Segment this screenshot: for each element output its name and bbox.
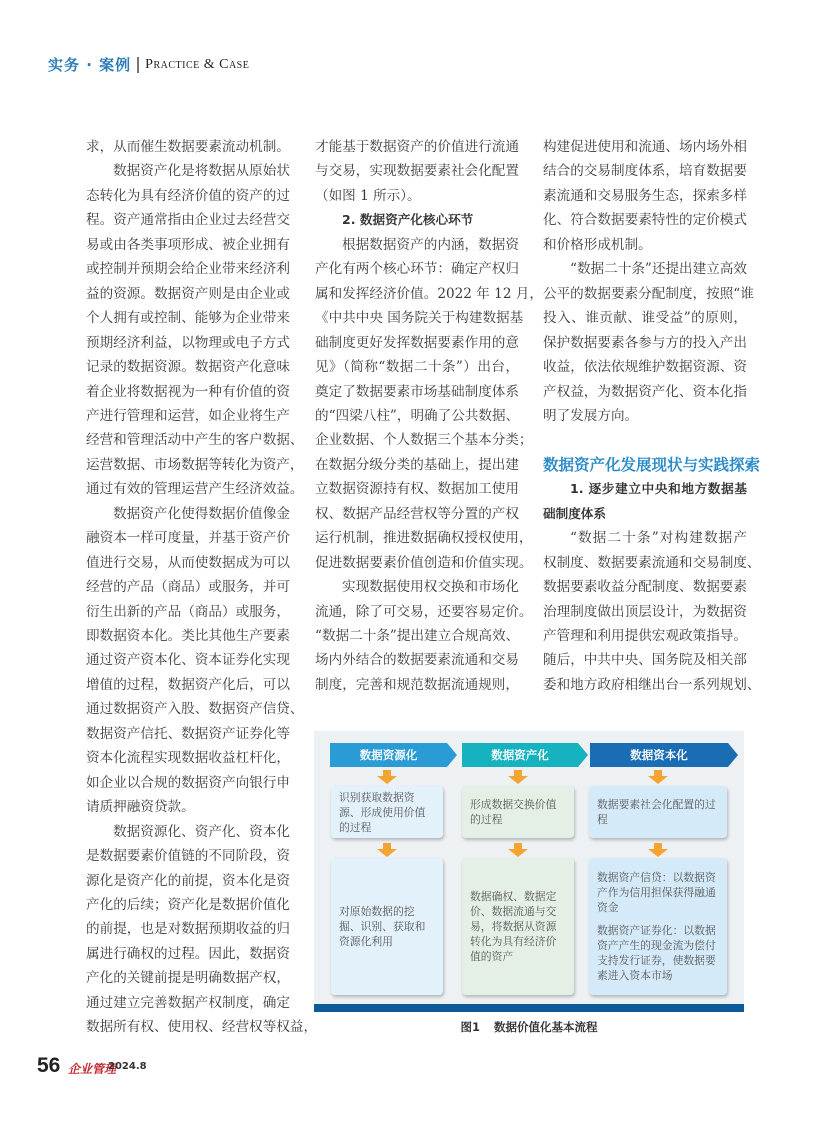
text-line: 数据要素收益分配制度、数据要素 [543, 579, 747, 596]
figure-caption: 图1 数据价值化基本流程 [460, 1020, 598, 1034]
text-line: 值进行交易，从而使数据成为可以 [86, 554, 290, 571]
figure-bottom-bar [314, 1004, 744, 1012]
section-title-en: Practice & Case [145, 56, 250, 72]
text-line: 数据所有权、使用权、经营权等权益， [86, 1019, 318, 1036]
text-line: 着企业将数据视为一种有价值的资 [86, 383, 290, 400]
text-line: 请质押融资贷款。 [86, 799, 195, 816]
text-line: 态转化为具有经济价值的资产的过 [86, 187, 290, 204]
text-line: 程。资产通常指由企业过去经营交 [86, 212, 290, 229]
text-line: 制度，完善和规范数据流通规则， [315, 676, 519, 693]
text-line: 与交易，实现数据要素社会化配置 [315, 163, 519, 180]
text-line: 治理制度做出顶层设计，为数据资 [543, 603, 747, 620]
section-title-cn: 实务 · 案例 [48, 56, 132, 74]
text-line: 或控制并预期会给企业带来经济利 [86, 261, 290, 278]
text-line: 产权益，为数据资产化、资本化指 [543, 383, 747, 400]
arrow-tip-icon [578, 743, 588, 767]
text-line: 和价格形成机制。 [543, 236, 652, 253]
text-line: 记录的数据资源。数据资产化意味 [86, 359, 290, 376]
section-heading: 数据资产化发展现状与实践探索 [543, 455, 761, 474]
arrow-tip-icon [447, 743, 457, 767]
text-line: 经营的产品（商品）或服务，并可 [86, 579, 290, 596]
text-line: 权制度、数据要素流通和交易制度、 [543, 554, 761, 571]
text-line: 如企业以合规的数据资产向银行申 [86, 774, 290, 791]
stage-label: 数据资产化 [491, 748, 549, 762]
header-divider [137, 57, 139, 73]
text-line: 增值的过程，数据资产化后，可以 [86, 676, 290, 693]
stage-detail-box [589, 858, 727, 995]
box-text: 数据要素社会化配置的过程 [597, 798, 716, 826]
text-line: 数据资产信托、数据资产证券化等 [86, 725, 290, 742]
text-line: 在数据分级分类的基础上，提出建 [315, 456, 519, 473]
section-header [48, 54, 249, 75]
box-text: 数据资产信贷：以数据资产作为信用担保获得融通资金 [597, 871, 716, 914]
box-text: 识别获取数据资源、形成使用价值的过程 [339, 790, 426, 834]
text-line: 根据数据资产的内涵，数据资 [342, 236, 519, 253]
arrow-tip-icon [728, 743, 738, 767]
magazine-logo: 企业管理 [68, 1062, 117, 1076]
box-text: 数据确权、数据定价、数据流通与交易，将数据从资源转化为具有经济价值的资产 [470, 890, 557, 963]
text-line: 《中共中央 国务院关于构建数据基 [315, 310, 524, 327]
text-line: 委和地方政府相继出台一系列规划、 [543, 676, 761, 693]
box-text: 形成数据交换价值的过程 [470, 798, 557, 826]
text-line: 经营和管理活动中产生的客户数据、 [86, 432, 304, 449]
stage-label: 数据资源化 [359, 748, 418, 762]
text-line: 公平的数据要素分配制度，按照“谁 [543, 285, 754, 302]
text-line: 融资本一样可度量，并基于资产价 [86, 530, 290, 547]
text-line: 即数据资本化。类比其他生产要素 [86, 628, 290, 644]
text-line: 权、数据产品经营权等分置的产权 [315, 505, 519, 522]
text-line: 易或由各类事项形成、被企业拥有 [86, 236, 290, 253]
text-line: 产管理和利用提供宏观政策指导。 [543, 628, 747, 644]
text-line: 预期经济利益，以物理或电子方式 [86, 334, 290, 351]
text-line: 数据资产化使得数据价值像金 [113, 505, 290, 522]
text-line: 的“四梁八柱”，明确了公共数据、 [315, 407, 520, 424]
text-line: 立数据资源持有权、数据加工使用 [315, 481, 519, 498]
box-text: 对原始数据的挖掘、识别、获取和资源化利用 [339, 905, 426, 948]
text-line: 保护数据要素各参与方的投入产出 [543, 334, 747, 351]
stage-detail-box [462, 858, 574, 995]
text-line: （如图 1 所示）。 [315, 187, 421, 204]
text-line: 源化是资产化的前提，资本化是资 [86, 872, 290, 889]
text-line: 通过数据资产入股、数据资产信贷、 [86, 701, 304, 718]
text-line: 求，从而催生数据要素流动机制。 [86, 139, 290, 155]
text-line: 促进数据要素价值创造和价值实现。 [315, 554, 533, 571]
text-line: 通过有效的管理运营产生经济效益。 [86, 481, 304, 498]
text-line: “数据二十条”还提出建立高效 [570, 261, 748, 278]
text-line: 见》（简称“数据二十条”）出台， [315, 359, 519, 376]
text-line: 属和发挥经济价值。2022 年 12 月， [315, 285, 543, 302]
text-line: 明了发展方向。 [543, 407, 639, 424]
text-line: 的前提，也是对数据预期收益的归 [86, 921, 290, 938]
stage-banner [462, 743, 578, 767]
text-line: 奠定了数据要素市场基础制度体系 [315, 383, 519, 400]
text-line [543, 430, 747, 450]
text-line: 资本化流程实现数据收益杠杆化， [86, 750, 290, 767]
text-line: 运行机制，推进数据确权授权使用， [315, 530, 533, 547]
text-line: “数据二十条”提出建立合规高效、 [315, 628, 520, 644]
box-text: 数据资产证券化：以数据资产产生的现金流为偿付支持发行证券，使数据要素进入资本市场 [597, 924, 716, 982]
stage-description-box [589, 786, 727, 838]
text-line: 流通，除了可交易，还要容易定价。 [315, 603, 533, 620]
stage-detail-box [331, 858, 443, 995]
text-line: 才能基于数据资产的价值进行流通 [315, 139, 519, 155]
text-line: “数据二十条”对构建数据产 [570, 530, 747, 547]
subheading-line: 2. 数据资产化核心环节 [342, 212, 474, 228]
text-line: 产化的后续；资产化是数据价值化 [86, 896, 290, 913]
text-line: 素流通和交易服务生态，探索多样 [543, 187, 747, 204]
page-number: 56 [37, 1054, 61, 1077]
text-line: 个人拥有或控制、能够为企业带来 [86, 310, 290, 327]
text-line: 通过资产资本化、资本证券化实现 [86, 652, 290, 669]
text-line: 属进行确权的过程。因此，数据资 [86, 945, 290, 962]
text-line: 产化有两个核心环节：确定产权归 [315, 261, 519, 278]
stage-label: 数据资本化 [630, 748, 688, 762]
text-line: 场内外结合的数据要素流通和交易 [315, 652, 519, 669]
text-line: 收益，依法依规维护数据资源、资 [543, 359, 747, 376]
text-line: 结合的交易制度体系，培育数据要 [543, 163, 747, 180]
stage-description-box [331, 786, 443, 838]
text-line: 数据资产化是将数据从原始状 [113, 163, 290, 180]
text-line: 运营数据、市场数据等转化为资产， [86, 456, 304, 473]
text-line: 企业数据、个人数据三个基本分类； [315, 432, 533, 449]
stage-banner [590, 743, 728, 767]
issue-date: 2024.8 [108, 1061, 147, 1072]
subheading-line: 础制度体系 [543, 505, 606, 521]
text-line: 益的资源。数据资产则是由企业或 [86, 285, 290, 302]
text-line: 数据资源化、资产化、资本化 [113, 823, 290, 840]
text-line: 通过建立完善数据产权制度，确定 [86, 994, 290, 1011]
stage-description-box [462, 786, 574, 838]
text-line: 衍生出新的产品（商品）或服务， [86, 603, 290, 620]
text-line: 产化的关键前提是明确数据产权， [86, 970, 290, 987]
text-line: 础制度更好发挥数据要素作用的意 [315, 334, 519, 351]
text-line: 构建促进使用和流通、场内场外相 [543, 139, 747, 155]
text-line: 化、符合数据要素特性的定价模式 [543, 212, 747, 229]
text-line: 实现数据使用权交换和市场化 [342, 579, 519, 596]
subheading-line: 1. 逐步建立中央和地方数据基 [570, 481, 747, 497]
stage-banner [330, 743, 447, 767]
text-line: 随后，中共中央、国务院及相关部 [543, 652, 747, 669]
text-line: 投入、谁贡献、谁受益”的原则， [543, 310, 747, 327]
text-line: 产进行管理和运营，如企业将生产 [86, 407, 290, 424]
text-line: 是数据要素价值链的不同阶段，资 [86, 848, 290, 865]
